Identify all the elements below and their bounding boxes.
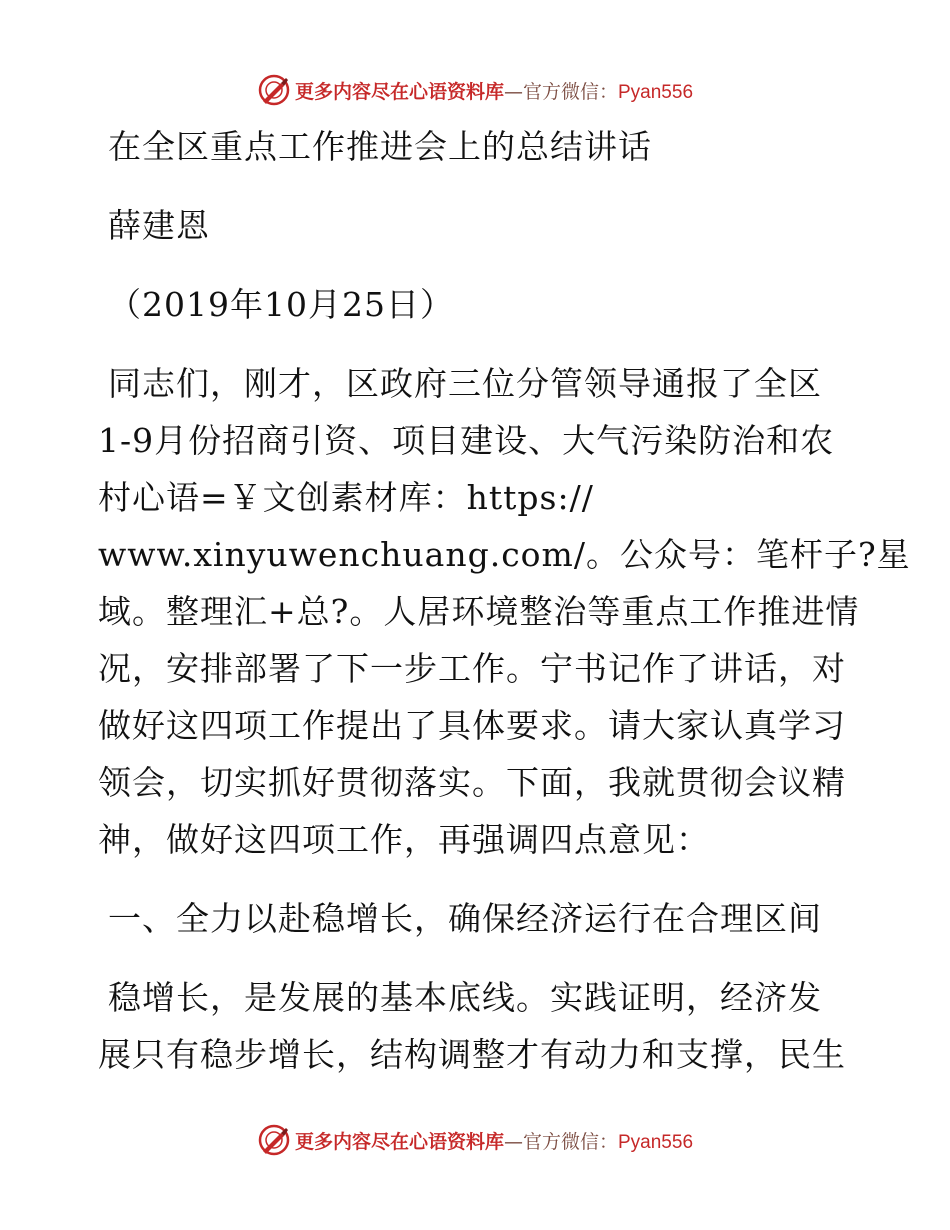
banner-wechat: Pyan556 (618, 1131, 694, 1153)
banner-brand: 更多内容尽在心语资料库 (294, 80, 504, 103)
paragraph-line: 况，安排部署了下一步工作。宁书记作了讲话，对 (98, 649, 846, 688)
banner-dash: — (503, 1130, 523, 1153)
document-title: 在全区重点工作推进会上的总结讲话 (108, 127, 652, 166)
paragraph-line: 同志们，刚才，区政府三位分管领导通报了全区 (108, 364, 822, 403)
paragraph-line: 展只有稳步增长，结构调整才有动力和支撑，民生 (98, 1035, 846, 1074)
banner-label: 官方微信： (522, 1130, 618, 1153)
paragraph-line: 神，做好这四项工作，再强调四点意见： (98, 820, 710, 859)
intro-paragraph (98, 355, 911, 868)
banner-label: 官方微信： (522, 80, 618, 103)
paragraph-line: 1-9月份招商引资、项目建设、大气污染防治和农 (98, 421, 835, 460)
logo-icon (257, 1123, 291, 1157)
document-body (98, 118, 911, 1083)
banner-text (295, 1127, 693, 1154)
document-author: 薛建恩 (108, 206, 210, 245)
banner-text (295, 77, 693, 104)
section-heading: 一、全力以赴稳增长，确保经济运行在合理区间 (108, 899, 822, 938)
paragraph-line: 域。整理汇+总?。人居环境整治等重点工作推进情 (98, 592, 860, 631)
footer-banner (0, 1120, 950, 1160)
paragraph-line: 做好这四项工作提出了具体要求。请大家认真学习 (98, 706, 846, 745)
logo-icon (257, 73, 291, 107)
header-banner (0, 70, 950, 110)
paragraph-line: 村心语=￥文创素材库：https:// (98, 478, 594, 517)
document-date: （2019年10月25日） (108, 285, 454, 324)
banner-dash: — (503, 80, 523, 103)
body-paragraph (98, 969, 858, 1083)
banner-brand: 更多内容尽在心语资料库 (294, 1130, 504, 1153)
paragraph-line: www.xinyuwenchuang.com/。公众号：笔杆子?星 (98, 535, 911, 574)
paragraph-line: 领会，切实抓好贯彻落实。下面，我就贯彻会议精 (98, 763, 846, 802)
banner-wechat: Pyan556 (618, 81, 694, 103)
paragraph-line: 稳增长，是发展的基本底线。实践证明，经济发 (108, 978, 822, 1017)
